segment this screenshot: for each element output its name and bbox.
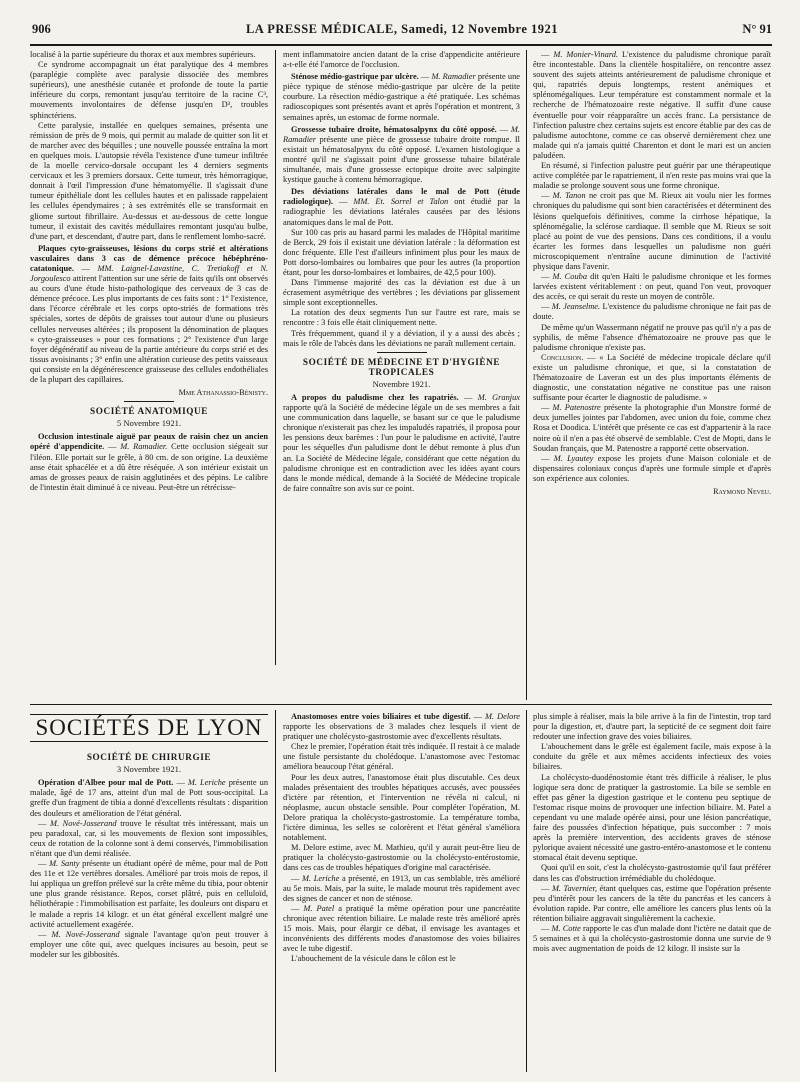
article-title: Occlusion intestinale aiguë par peaux de raisin chez un ancien opéré d'appendicite. xyxy=(30,432,268,452)
author: M. Patel xyxy=(303,903,335,913)
paragraph: Quoi qu'il en soit, c'est la cholécysto-gastrostomie qu'il faut préférer dans les cas d'obstruction irrémédiable du cholédoque. xyxy=(533,863,771,883)
paragraph: a pratiqué la même opération pour une pancréatite chronique avec rétention biliaire. Le malade reste très amélioré après 15 mois. Mais, pour élargir ce débat, il envisage les avantages et inconvénients des différents modes d'anastomose des voies biliaires avec le tube digestif. xyxy=(283,903,520,954)
section-date: 3 Novembre 1921. xyxy=(116,764,182,775)
paragraph: La cholécysto-duodénostomie étant très difficile à réaliser, le plus logique sera donc de pratiquer la gastrostomie. La bile se semble en effet pas gêner la digestion gastrique et le contenu peu septique de l'estomac risque moins de provoquer une infection biliaire. M. Patel a cependant vu une malade opérée ainsi, pour une lésion pancréatique, faire des poussées d'infection hépatique, puis succomber : 7 mois après la première intervention, des accidents graves de sténose pylorique avaient nécessité une gastro-entéro-anastomose et le contenu stomacal était devenu septique. xyxy=(533,772,771,863)
author: M. Leriche xyxy=(187,778,226,788)
author: M. Ramadier xyxy=(283,124,520,144)
paragraph: présente une pièce de grossesse tubaire droite rompue. Il existait un hématosalpynx du côté opposé. L'examen histologique a montré qu'il ne s'agissait point d'une grossesse tubaire bilatérale simultanée, mais d'une grossesse ectopique droite avec salpingite kystique gauche à contenu hémorragique. xyxy=(283,134,520,185)
paragraph: dit qu'en Haïti le paludisme chronique et les formes larvées existent véritablement : on peut, quand l'on veut, provoquer des accès, ce qui serait du reste un moyen de contrôle. xyxy=(533,272,771,302)
paragraph: Cette occlusion siégeait sur l'iléon. Elle portait sur le grêle, à 80 cm. de son origine. La deuxième anse était sphacélée et a dû être réséquée. A son intérieur existait un amas de grosses peaux de raisin agglutinées et des pépins. Le calibre de l'intestin était diminué à ce niveau. Peut-être un rétrécisse- xyxy=(30,442,268,492)
paragraph: L'existence du paludisme chronique ne fait pas de doute. xyxy=(533,302,771,322)
author: M. Ramadier xyxy=(431,72,476,82)
section-heading: SOCIÉTÉ ANATOMIQUE xyxy=(90,406,208,417)
column-3: — M. Monier-Vinard. L'existence du paludisme chronique paraît être incontestable. Dans la clientèle hospitalière, on rencontre assez souvent des sujets atteints antérieurement de paludisme chronique et qui, rapatriés depuis longtemps, restent anémiques et splénomégaliques. Leur température est constamment normale et la recherche de l'hématozoaire reste négative. Il suffit d'une cause éventuelle pour voir réapparaître un accès franc. La persistance de l'infection palustre chez certains sujets est encore établie par des cas de paludisme autochtone, comme ce cas observé dernièrement chez une malade qui n'a jamais quitté Charenton et dont le mari est un ancien paludéen. En résumé, si l'infection palustre peut guérir par une thérapeutique active complétée par le rapatriement, il n'en reste pas moins vrai que la maladie se prolonge souvent sous une forme chronique. — M. Tanon ne croit pas que M. Rieux ait voulu nier les formes chroniques du paludisme qui sont bien caractérisées et déterminent des lésions quelquefois définitives, comme la cirrhose hépatique, la splénomégalie, la sclérose cardiaque. Il semble que M. Rieux se soit placé au point de vue des pensions. Dans ces conditions, il a voulu écarter les formes dans lesquelles un paludisme non guéri microscopiquement n'entraîne aucune diminution de l'activité physique dans l'avenir. — M. Couba dit qu'en Haïti le paludisme chronique et les formes larvées existent véritablement : on peut, quand l'on veut, provoquer des accès, ce qui serait du reste un moyen de contrôle. — M. Jeanselme. L'existence du paludisme chronique ne fait pas de doute. De même qu'un Wassermann négatif ne prouve pas qu'il n'y a pas de syphilis, de même l'absence d'hématozoaire ne prouve pas que le paludisme chronique n'existe pas. Conclusion. — « La Société de médecine tropicale déclare qu'il existe un paludisme chronique, et que, si la constatation de l'hématozoaire de Laveran est un des plus importants éléments de diagnostic, une constatation négative ne constitue pas une raison suffisante pour écarter le diagnostic de paludisme. » — M. Patenostre présente la photographie d'un Monstre formé de deux jumelles jointes par l'abdomen, avec union du foie, comme chez Rosa et Doodica. L'intérêt que présente ce cas est d'appartenir à la race noire où il n'en a pas été observé de semblable. C'est de Mopti, dans le Soudan français, que M. Patenostre a rapporté cette observation. — M. Lyautey expose les projets d'une Maison coloniale et de dispensaires coloniaux conçus d'après une formule simple et d'après son expérience aux colonies. Raymond Neveu. xyxy=(533,50,771,497)
divider xyxy=(377,352,427,353)
column-1: localisé à la partie supérieure du thorax et aux membres supérieurs. Ce syndrome accompagnait un état paralytique des 4 membres (paraplégie complète avec paralysie dissociée des membres supérieurs), une anesthésie cutanée et profonde de toute la partie inférieure du corps, remontant jusqu'au territoire de la racine C³, mouvements involontaires de défense jusqu'en D³, troubles sphinctériens. Cette paralysie, installée en quelques semaines, présenta une rémission de près de 9 mois, qui permit au malade de quitter son lit et de marcher avec des béquilles ; une nouvelle poussée entraîna la mort en quelques mois. L'autopsie révéla l'existence d'une tumeur infiltrée de la moelle cervico-dorsale occupant les 4 derniers segments cervicaux et les 3 premiers dorsaux. Cette tumeur, très hémorragique, donnait à l'œil l'impression d'une hématomyélie. Il s'agissait d'une tumeur épithéliale dont les cellules hautes et en palissade rappelaient les cellules épendymaires ; à ses extrémités elle se transformait en gliome surtout fibrillaire. Au-dessus et au-dessous de cette longue tumeur, il existait des cavités médullaires remontant jusqu'au bulbe, d'une part, et descendant, d'autre part, dans le renflement lombo-sacré. Plaques cyto-graisseuses, lésions du corps strié et altérations vasculaires dans 3 cas de démence précoce hébéphréno-catatonique. — MM. Laignel-Lavastine, C. Tretiakoff et N. Jorgoulesco attirent l'attention sur une série de faits qu'ils ont observés au cours d'une étude histo-pathologique des cerveaux de 3 cas de démence précoce. Les plus importants de ces faits sont : 1° l'existence, dans l'écorce cérébrale et les corps opto-striés de formations très spéciales, sortes de dépôts de graisses tout autour d'une ou plusieurs cellules nerveuses altérées ; ils proposent la dénomination de plaques « cyto-graisseuses » pour ces formations ; 2° l'existence d'un large foyer dégénératif au niveau de la partie antérieure du corps strié et des tissus avoisinants ; 3° enfin une altération curieuse des petits vaisseaux qui consiste en la dégénérescence graisseuse des cellules endothéliales de la plupart des capillaires. Mme Athanassio-Bénisty. SOCIÉTÉ ANATOMIQUE 5 Novembre 1921. Occlusion intestinale aiguë par peaux de raisin chez un ancien opéré d'appendicite. — M. Ramadier. Cette occlusion siégeait sur l'iléon. Elle portait sur le grêle, à 80 cm. de son origine. La deuxième anse était sphacélée et a dû être réséquée. A son intérieur existait un amas de grosses peaux de raisin agglutinées et des pépins. Le calibre de l'intestin était diminué à ce niveau. Peut-être un rétrécisse- xyxy=(30,50,268,492)
article-title: Anastomoses entre voies biliaires et tube digestif. xyxy=(291,712,471,721)
author: M. Santy xyxy=(49,859,80,869)
lyon-column-1: SOCIÉTÉS DE LYON SOCIÉTÉ DE CHIRURGIE 3 Novembre 1921. Opération d'Albee pour mal de Pott. — M. Leriche présente un malade, âgé de 17 ans, atteint d'un mal de Pott sous-occipital. La greffe d'un fragment de tibia a donné d'excellents résultats : disparition des douleurs et amélioration de l'état général. — M. Nové-Josserand trouve le résultat très intéressant, mais un peu paradoxal, car, si les mouvements de flexion sont impossibles, ceux de rotation de la colonne sont à demi conservés, l'immobilisation n'étant que d'un demi réalisée. — M. Santy présente un étudiant opéré de même, pour mal de Pott des 11e et 12e vertèbres dorsales. Amélioré par trois mois de repos, il lui appliqua un greffon prélevé sur la crête même du tibia, pour obtenir une plus grande résistance. Repos, corset plâtré, puis en celluloïd, héliothérapie : l'immobilisation est parfaite, les douleurs ont disparu et le malade a repris 14 kilogr. et un état général excellent malgré une activité actuellement exagérée. — M. Nové-Josserand signale l'avantage qu'on peut trouver à employer une côte qui, avec quelques incisures au besoin, peut se modeler sur les gibbosités. xyxy=(30,715,268,959)
paragraph: « La Société de médecine tropicale déclare qu'il existe un paludisme chronique, et que, si la constatation de l'hématozoaire de Laveran est un des plus importants éléments de diagnostic, une constatation négative ne constitue pas une raison suffisante pour écarter le diagnostic de paludisme. » xyxy=(533,352,771,403)
section-separator xyxy=(30,704,772,705)
title-rule xyxy=(30,741,268,742)
paragraph: L'existence du paludisme chronique paraît être incontestable. Dans la clientèle hospitalière, on rencontre assez souvent des sujets atteints antérieurement de paludisme chronique et qui, rapatriés depuis longtemps, restent anémiques et splénomégaliques. Leur température est constamment normale et la recherche de l'hématozoaire reste négative. Il suffit d'une cause éventuelle pour voir réapparaître un accès franc. La persistance de l'infection palustre chez certains sujets est encore établie par des cas de paludisme autochtone, comme ce cas observé dernièrement chez une malade qui n'a jamais quitté Charenton et dont le mari est un ancien paludéen. xyxy=(533,50,771,160)
paragraph: Sur 100 cas pris au hasard parmi les malades de l'Hôpital maritime de Berck, 29 fois il existait une déviation latérale : la déformation est donc fréquente. Elle l'est d'ailleurs infiniment plus pour les maux de Pott dorso-lombaires ou lombaires que pour les autres (la proportion étant, pour les dorso-lombaires et lombaires, de 42,5 pour 100). xyxy=(283,227,520,277)
paragraph: De même qu'un Wassermann négatif ne prouve pas qu'il n'y a pas de syphilis, de même l'absence d'hématozoaire ne prouve pas que le paludisme chronique n'existe pas. xyxy=(533,322,771,352)
column-rule-1 xyxy=(275,50,276,665)
signature: Mme Athanassio-Bénisty. xyxy=(178,388,268,398)
running-header xyxy=(32,20,772,42)
paragraph: présente une pièce typique de sténose médio-gastrique par ulcère de la petite courbure. La résection médio-gastrique a été pratiquée. Les schémas radioscopiques sont présentés avant et après l'opération et montrent, 3 semaines après, un estomac de forme normale. xyxy=(283,72,520,122)
section-date: 5 Novembre 1921. xyxy=(116,418,182,429)
paragraph: expose les projets d'une Maison coloniale et de dispensaires coloniaux conçus d'après une formule simple et d'après son expérience aux colonies. xyxy=(533,453,771,483)
header-rule xyxy=(30,44,772,46)
author: M. Monier-Vinard. xyxy=(553,50,619,59)
paragraph: En résumé, si l'infection palustre peut guérir par une thérapeutique active complétée par le rapatriement, il n'en reste pas moins vrai que la maladie se prolonge souvent sous une forme chronique. xyxy=(533,161,771,191)
author: M. Jeanselme. xyxy=(551,302,601,312)
paragraph: a présenté, en 1913, un cas semblable, très amélioré au 5e mois. Mais, par la suite, le malade mourut très rapidement avec des signes de cancer et non de sténose. xyxy=(283,873,520,903)
article-title: Des déviations latérales dans le mal de Pott (étude radiologique). xyxy=(283,187,520,207)
author: M. Patenostre xyxy=(552,403,601,413)
section-heading: SOCIÉTÉ DE CHIRURGIE xyxy=(86,752,212,763)
paragraph: L'abouchement de la vésicule dans le côlon est le xyxy=(291,954,456,964)
author: M. Cotte xyxy=(551,923,581,933)
author: MM. Et. Sorrel et Talon xyxy=(353,197,449,207)
author: M. Couba xyxy=(552,272,588,282)
author: M. Tavernier, xyxy=(551,883,597,893)
paragraph: rapporte le cas d'un malade dont l'ictère ne datait que de 5 semaines et à qui la cholécysto-gastrostomie donna une survie de 9 mois avec augmentation de poids de 12 kilogr. Il insiste sur la xyxy=(533,923,771,954)
column-rule-3 xyxy=(275,710,276,1072)
column-2: ment inflammatoire ancien datant de la crise d'appendicite antérieure a-t-elle été l'amorce de l'occlusion. Sténose médio-gastrique par ulcère. — M. Ramadier présente une pièce typique de sténose médio-gastrique par ulcère de la petite courbure. La résection médio-gastrique a été pratiquée. Les schémas radioscopiques sont présentés avant et après l'opération et montrent, 3 semaines après, un estomac de forme normale. Grossesse tubaire droite, hématosalpynx du côté opposé. — M. Ramadier présente une pièce de grossesse tubaire droite rompue. Il existait un hématosalpynx du côté opposé. L'examen histologique a montré qu'il ne s'agissait point d'une grossesse tubaire bilatérale simultanée, mais d'une grossesse ectopique droite avec salpingite kystique gauche à contenu hémorragique. Des déviations latérales dans le mal de Pott (étude radiologique). — MM. Et. Sorrel et Talon ont étudié par la radiographie les déviations latérales causées par des lésions anatomiques dans le mal de Pott. Sur 100 cas pris au hasard parmi les malades de l'Hôpital maritime de Berck, 29 fois il existait une déviation latérale : la déformation est donc fréquente. Elle l'est d'ailleurs infiniment plus pour les maux de Pott dorso-lombaires ou lombaires que pour les autres (la proportion étant, pour les dorso-lombaires et lombaires, de 42,5 pour 100). Dans l'immense majorité des cas la déviation est due à un écrasement asymétrique des vertèbres ; les déviations par glissement simple sont exceptionnelles. La rotation des deux segments l'un sur l'autre est rare, mais se rencontre : 3 fois elle était cliniquement nette. Très fréquemment, quand il y a déviation, il y a aussi des abcès ; mais le rôle de l'abcès dans les déviations ne paraît nullement certain. SOCIÉTÉ DE MÉDECINE ET D'HYGIÈNE TROPICALES Novembre 1921. A propos du paludisme chez les rapatriés. — M. Granjux rapporte qu'à la Société de médecine légale un de ses membres a fait une communication dans laquelle, se basant sur ce que le paludisme chronique n'existerait pas chez les impaludés rapatriés, il proposa pour les pensions deux barèmes : l'un pour le paludisme en activité, l'autre pour les séquelles d'un paludisme dont le début remonte à plus d'un an. La Société de Médecine légale, considérant que cette négation du paludisme chronique est en contradiction avec les idées ayant cours dans le monde médical, demande à la Société de Médecine tropicale de faire connaître son avis sur ce point. xyxy=(283,50,520,493)
column-rule-4 xyxy=(526,710,527,1072)
article-title: Plaques cyto-graisseuses, lésions du corps strié et altérations vasculaires dans 3 cas de démence précoce hébéphréno-catatonique. xyxy=(30,243,268,273)
paragraph: M. Delore estime, avec M. Mathieu, qu'il y aurait peut-être lieu de pratiquer la cholécysto-gastrostomie ou la cholécysto-entérostomie, dans ces cas de troubles hépatiques d'origine mal caractérisée. xyxy=(283,843,520,873)
divider xyxy=(124,401,174,402)
paragraph: étant quelques cas, estime que l'opération présente peu d'intérêt pour les cancers de la tête du pancréas et les cancers à évolution rapide. Par contre, elle améliore les cancers plus lents où la rétention biliaire aggravait singulièrement la cachexie. xyxy=(533,883,771,923)
paragraph: rapporte qu'à la Société de médecine légale un de ses membres a fait une communication dans laquelle, se basant sur ce que le paludisme chronique n'existerait pas chez les impaludés rapatriés, il proposa pour les pensions deux barèmes : l'un pour le paludisme en activité, l'autre pour les séquelles d'un paludisme dont le début remonte à plus d'un an. La Société de Médecine légale, considérant que cette négation du paludisme chronique est en contradiction avec les idées ayant cours dans le monde médical, demande à la Société de Médecine tropicale de faire connaître son avis sur ce point. xyxy=(283,403,520,493)
paragraph: Ce syndrome accompagnait un état paralytique des 4 membres (paraplégie complète avec paralysie dissociée des membres supérieurs), une anesthésie cutanée et profonde de toute la partie inférieure du corps, remontant jusqu'au territoire de la racine C³, mouvements involontaires de défense jusqu'en D³, troubles sphinctériens. xyxy=(30,60,268,120)
conclusion-label: Conclusion. xyxy=(541,352,584,362)
paragraph: présente un malade, âgé de 17 ans, atteint d'un mal de Pott sous-occipital. La greffe d'un fragment de tibia a donné d'excellents résultats : disparition des douleurs et amélioration de l'état général. xyxy=(30,778,268,818)
paragraph: Dans l'immense majorité des cas la déviation est due à un écrasement asymétrique des vertèbres ; les déviations par glissement simple sont exceptionnelles. xyxy=(283,278,520,308)
paragraph: plus simple à réaliser, mais la bile arrive à la fin de l'intestin, trop tard pour la digestion, et, d'autre part, la septicité de ce segment doit faire redouter une infection grave des voies biliaires. xyxy=(533,712,771,742)
article-title: Sténose médio-gastrique par ulcère. xyxy=(291,72,419,82)
column-rule-2 xyxy=(526,50,527,700)
paragraph: Cette paralysie, installée en quelques semaines, présenta une rémission de près de 9 mois, qui permit au malade de quitter son lit et de marcher avec des béquilles ; une nouvelle poussée entraîna la mort en quelques mois. L'autopsie révéla l'existence d'une tumeur infiltrée de la moelle cervico-dorsale occupant les 4 derniers segments cervicaux et les 3 premiers dorsaux. Cette tumeur, très hémorragique, donnait à l'œil l'impression d'une hématomyélie. Il s'agissait d'une tumeur épithéliale dont les cellules hautes et en palissade rappelaient les cellules épendymaires ; à ses extrémités elle se transformait en gliome surtout fibrillaire. Au-dessus et au-dessous de cette longue tumeur, il existait des cavités médullaires remontant jusqu'au bulbe, d'une part, et descendant, d'autre part, dans le renflement lombo-sacré. xyxy=(30,120,268,241)
issue-number: N° 91 xyxy=(742,22,772,36)
section-date: Novembre 1921. xyxy=(372,378,431,389)
paragraph: Chez le premier, l'opération était très indiquée. Il restait à ce malade une fistule persistante du cholédoque. L'anastomose avec l'estomac améliora beaucoup l'état général. xyxy=(283,742,520,772)
author: MM. Laignel-Lavastine, C. Tretiakoff et N. Jorgoulesco xyxy=(30,263,268,284)
paragraph: présente la photographie d'un Monstre formé de deux jumelles jointes par l'abdomen, avec union du foie, comme chez Rosa et Doodica. L'intérêt que présente ce cas est d'appartenir à la race noire où il n'en a pas été observé de semblable. C'est de Mopti, dans le Soudan français, que M. Patenostre a rapporté cette observation. xyxy=(533,403,771,453)
paragraph: localisé à la partie supérieure du thorax et aux membres supérieurs. xyxy=(30,50,256,59)
article-title: A propos du paludisme chez les rapatriés. xyxy=(291,393,459,402)
journal-title: LA PRESSE MÉDICALE, Samedi, 12 Novembre 1921 xyxy=(245,22,559,36)
paragraph: ont étudié par la radiographie les déviations latérales causées par des lésions anatomiques dans le mal de Pott. xyxy=(283,197,520,227)
page-number: 906 xyxy=(32,22,51,36)
paragraph: Très fréquemment, quand il y a déviation, il y a aussi des abcès ; mais le rôle de l'abcès dans les déviations ne paraît nullement certain. xyxy=(283,328,520,348)
paragraph: présente un étudiant opéré de même, pour mal de Pott des 11e et 12e vertèbres dorsales. Amélioré par trois mois de repos, il lui appliqua un greffon prélevé sur la crête même du tibia, pour obtenir une plus grande résistance. Repos, corset plâtré, puis en celluloïd, héliothérapie : l'immobilisation est parfaite, les douleurs ont disparu et le malade a repris 14 kilogr. et un état général excellent malgré une activité actuellement exagérée. xyxy=(30,859,268,929)
paragraph: attirent l'attention sur une série de faits qu'ils ont observés au cours d'une étude histo-pathologique des cerveaux de 3 cas de démence précoce. Les plus importants de ces faits sont : 1° l'existence, dans l'écorce cérébrale et les corps opto-striés de formations très spéciales, sortes de dépôts de graisses tout autour d'une ou plusieurs cellules nerveuses altérées ; ils proposent la dénomination de plaques « cyto-graisseuses » pour ces formations ; 2° l'existence d'un large foyer dégénératif au niveau de la partie antérieure du corps strié et des tissus avoisinants ; 3° enfin une altération curieuse des petits vaisseaux qui consiste en la dégénérescence graisseuse des cellules endothéliales de la plupart des capillaires. xyxy=(30,274,268,384)
article-title: Grossesse tubaire droite, hématosalpynx du côté opposé. xyxy=(291,124,497,134)
author: M. Nové-Josserand xyxy=(49,818,117,828)
author: M. Granjux xyxy=(477,393,520,402)
lyon-title: SOCIÉTÉS DE LYON xyxy=(35,715,263,740)
paragraph: ment inflammatoire ancien datant de la crise d'appendicite antérieure a-t-elle été l'amorce de l'occlusion. xyxy=(283,50,520,70)
lyon-column-2: Anastomoses entre voies biliaires et tube digestif. — M. Delore rapporte les observations de 3 malades chez lesquels il vient de pratiquer une cholécysto-gastrostomie avec d'excellents résultats. Chez le premier, l'opération était très indiquée. Il restait à ce malade une fistule persistante du cholédoque. L'anastomose avec l'estomac améliora beaucoup l'état général. Pour les deux autres, l'anastomose était plus discutable. Ces deux malades présentaient des troubles hépatiques accusés, avec poussées d'ictère par rétention, et l'intervention ne révéla ni calcul, ni néoplasme, aucun obstacle sensible. Pour compléter l'opération, M. Delore pratiqua la cholécysto-gastrostomie. La température tomba, l'ictère diminua, les selles se colorèrent et l'état général s'améliora notablement. M. Delore estime, avec M. Mathieu, qu'il y aurait peut-être lieu de pratiquer la cholécysto-gastrostomie ou la cholécysto-entérostomie, dans ces cas de troubles hépatiques d'origine mal caractérisée. — M. Leriche a présenté, en 1913, un cas semblable, très amélioré au 5e mois. Mais, par la suite, le malade mourut très rapidement avec des signes de cancer et non de sténose. — M. Patel a pratiqué la même opération pour une pancréatite chronique avec rétention biliaire. Le malade reste très amélioré après 15 mois. Mais, pour élargir ce débat, il envisage les avantages et inconvénients des différents modes d'anastomose des voies biliaires avec le tube digestif. L'abouchement de la vésicule dans le côlon est le xyxy=(283,712,520,964)
paragraph: rapporte les observations de 3 malades chez lesquels il vient de pratiquer une cholécysto-gastrostomie avec d'excellents résultats. xyxy=(283,722,520,742)
paragraph: trouve le résultat très intéressant, mais un peu paradoxal, car, si les mouvements de flexion sont impossibles, ceux de rotation de la colonne sont à demi conservés, l'immobilisation n'étant que d'un demi réalisée. xyxy=(30,818,268,858)
author: M. Nové-Josserand xyxy=(51,929,120,939)
article-title: Opération d'Albee pour mal de Pott. xyxy=(38,778,174,788)
author: M. Delore xyxy=(485,712,520,721)
author: M. Lyautey xyxy=(553,453,594,463)
paragraph: Pour les deux autres, l'anastomose était plus discutable. Ces deux malades présentaient des troubles hépatiques accusés, avec poussées d'ictère par rétention, et l'intervention ne révéla ni calcul, ni néoplasme, aucun obstacle sensible. Pour compléter l'opération, M. Delore pratiqua la cholécysto-gastrostomie. La température tomba, l'ictère diminua, les selles se colorèrent et l'état général s'améliora notablement. xyxy=(283,772,520,843)
section-heading: SOCIÉTÉ DE MÉDECINE ET D'HYGIÈNE TROPICALES xyxy=(302,356,501,377)
paragraph: La rotation des deux segments l'un sur l'autre est rare, mais se rencontre : 3 fois elle était cliniquement nette. xyxy=(283,308,520,328)
paragraph: signale l'avantage qu'on peut trouver à employer une côte qui, avec quelques incisures au besoin, peut se modeler sur les gibbosités. xyxy=(30,929,268,959)
paragraph: ne croit pas que M. Rieux ait voulu nier les formes chroniques du paludisme qui sont bien caractérisées et déterminent des lésions quelquefois définitives, comme la cirrhose hépatique, la splénomégalie, la sclérose cardiaque. Il semble que M. Rieux se soit placé au point de vue des pensions. Dans ces conditions, il a voulu écarter les formes dans lesquelles un paludisme non guéri microscopiquement n'entraîne aucune diminution de l'activité physique dans l'avenir. xyxy=(533,191,771,271)
author: M. Ramadier. xyxy=(120,442,168,452)
author: M. Leriche xyxy=(302,873,340,883)
signature: Raymond Neveu. xyxy=(713,487,771,497)
lyon-column-3: plus simple à réaliser, mais la bile arrive à la fin de l'intestin, trop tard pour la digestion, et, d'autre part, la septicité de ce segment doit faire redouter une infection grave des voies biliaires. L'abouchement dans le grêle est également facile, mais expose à la conduite du grêle et aux mêmes accidents infectieux des voies biliaires. La cholécysto-duodénostomie étant très difficile à réaliser, le plus logique sera donc de pratiquer la gastrostomie. La bile se semble en effet pas gêner la digestion gastrique et le contenu peu septique de l'estomac risque moins de provoquer une infection biliaire. M. Patel a cependant vu une malade opérée ainsi, pour une lésion pancréatique, faire des poussées d'infection hépatique, puis succomber : 7 mois après la première intervention, des accidents graves de sténose pylorique avaient nécessité une gastro-entéro-anastomose et le contenu stomacal était devenu septique. Quoi qu'il en soit, c'est la cholécysto-gastrostomie qu'il faut préférer dans les cas d'obstruction irrémédiable du cholédoque. — M. Tavernier, étant quelques cas, estime que l'opération présente peu d'intérêt pour les cancers de la tête du pancréas et les cancers à évolution rapide. Par contre, elle améliore les cancers plus lents où la rétention biliaire aggravait singulièrement la cachexie. — M. Cotte rapporte le cas d'un malade dont l'ictère ne datait que de 5 semaines et à qui la cholécysto-gastrostomie donna une survie de 9 mois avec augmentation de poids de 12 kilogr. Il insiste sur la xyxy=(533,712,771,954)
paragraph: L'abouchement dans le grêle est également facile, mais expose à la conduite du grêle et aux mêmes accidents infectieux des voies biliaires. xyxy=(533,742,771,772)
author: M. Tanon xyxy=(552,191,586,201)
